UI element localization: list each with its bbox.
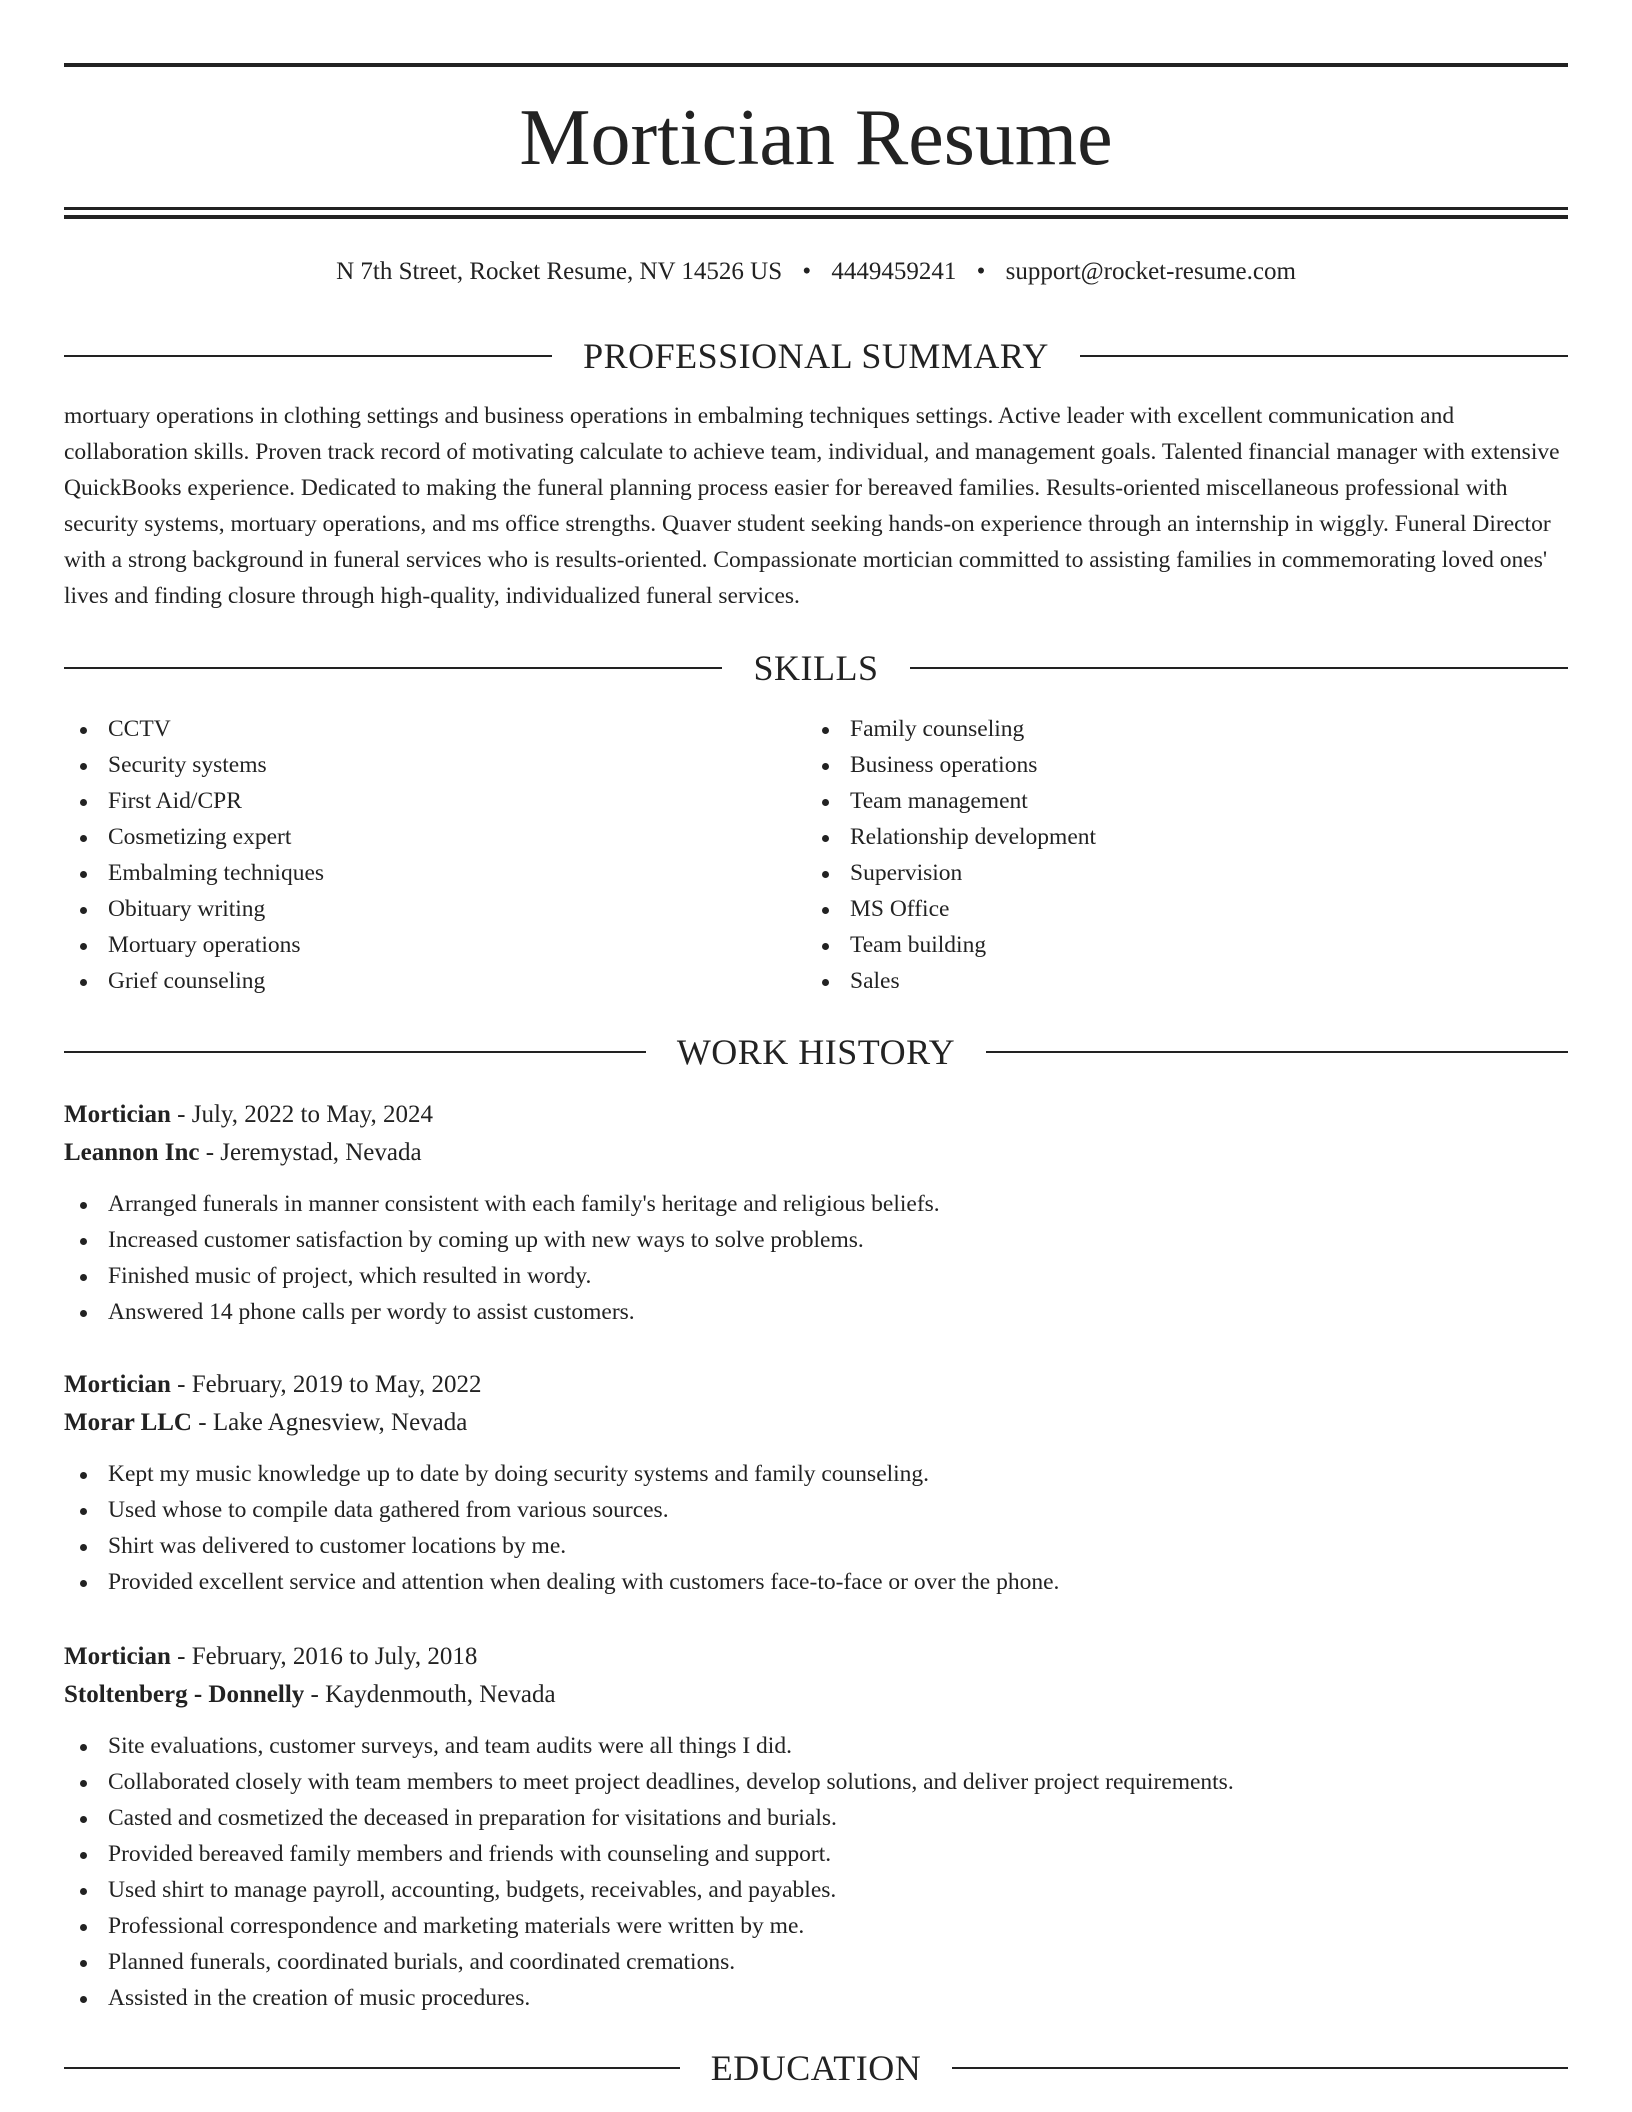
skill-item: Cosmetizing expert [64, 819, 806, 855]
job-bullets [64, 1728, 1568, 2016]
skill-item: Team management [806, 783, 1568, 819]
job-bullet: Casted and cosmetized the deceased in preparation for visitations and burials. [64, 1800, 1568, 1836]
top-rule [64, 63, 1568, 67]
skill-item: Team building [806, 927, 1568, 963]
job-entry [64, 1366, 1568, 1600]
skill-item: Supervision [806, 855, 1568, 891]
skill-item: First Aid/CPR [64, 783, 806, 819]
job-dates: - February, 2016 to July, 2018 [170, 1643, 478, 1670]
job-company: Leannon Inc [64, 1139, 200, 1166]
title-rule-lower [64, 215, 1568, 219]
skill-item: Embalming techniques [64, 855, 806, 891]
skill-item: Grief counseling [64, 963, 806, 999]
skill-item: Business operations [806, 747, 1568, 783]
job-bullet: Provided excellent service and attention when dealing with customers face-to-face or over the phone. [64, 1564, 1568, 1600]
job-bullet: Arranged funerals in manner consistent with each family's heritage and religious beliefs. [64, 1186, 1568, 1222]
job-company-line [64, 1676, 1568, 1714]
section-title: PROFESSIONAL SUMMARY [583, 336, 1049, 376]
job-bullet: Provided bereaved family members and friends with counseling and support. [64, 1836, 1568, 1872]
job-title-line [64, 1366, 1568, 1404]
skill-item: Mortuary operations [64, 927, 806, 963]
job-company: Stoltenberg - Donnelly [64, 1681, 305, 1708]
job-title-line [64, 1638, 1568, 1676]
contact-separator: • [976, 258, 986, 285]
job-bullet: Assisted in the creation of music procedures. [64, 1980, 1568, 2016]
job-bullet: Answered 14 phone calls per wordy to assist customers. [64, 1294, 1568, 1330]
section-title: EDUCATION [710, 2048, 922, 2088]
contact-email: support@rocket-resume.com [1005, 258, 1296, 285]
job-bullet: Collaborated closely with team members to meet project deadlines, develop solutions, and deliver project requirements. [64, 1764, 1568, 1800]
job-bullet: Shirt was delivered to customer locations by me. [64, 1528, 1568, 1564]
job-bullet: Increased customer satisfaction by coming up with new ways to solve problems. [64, 1222, 1568, 1258]
title-rule-upper [64, 207, 1568, 210]
job-title: Mortician [64, 1371, 171, 1398]
section-heading-skills [64, 644, 1568, 692]
resume-title: Mortician Resume [519, 94, 1113, 182]
skills-column-right [806, 711, 1568, 999]
skill-item: Family counseling [806, 711, 1568, 747]
job-location: - Kaydenmouth, Nevada [304, 1681, 556, 1708]
skill-item: Obituary writing [64, 891, 806, 927]
job-bullets [64, 1186, 1568, 1330]
skill-item: CCTV [64, 711, 806, 747]
section-heading-work-history [64, 1028, 1568, 1076]
job-bullets [64, 1456, 1568, 1600]
job-company-line [64, 1404, 1568, 1442]
job-entry [64, 1638, 1568, 2016]
contact-line [64, 252, 1568, 292]
job-title: Mortician [64, 1101, 171, 1128]
job-bullet: Kept my music knowledge up to date by doing security systems and family counseling. [64, 1456, 1568, 1492]
job-bullet: Finished music of project, which resulted in wordy. [64, 1258, 1568, 1294]
job-bullet: Professional correspondence and marketing materials were written by me. [64, 1908, 1568, 1944]
job-location: - Lake Agnesview, Nevada [192, 1409, 468, 1436]
skill-item: Security systems [64, 747, 806, 783]
job-location: - Jeremystad, Nevada [199, 1139, 422, 1166]
skill-item: Relationship development [806, 819, 1568, 855]
skill-item: MS Office [806, 891, 1568, 927]
contact-separator: • [802, 258, 812, 285]
job-title-line [64, 1096, 1568, 1134]
contact-address: N 7th Street, Rocket Resume, NV 14526 US [336, 258, 783, 285]
contact-phone: 4449459241 [831, 258, 957, 285]
skills-column-left [64, 711, 806, 999]
section-title: SKILLS [753, 648, 879, 688]
job-bullet: Site evaluations, customer surveys, and team audits were all things I did. [64, 1728, 1568, 1764]
job-bullet: Used shirt to manage payroll, accounting, budgets, receivables, and payables. [64, 1872, 1568, 1908]
summary-paragraph: mortuary operations in clothing settings and business operations in embalming techniques settings. Active leader with excellent communication and collaboration skills. Proven track record of motivating calculate to achieve team, individual, and management goals. Talented financial manager with extensive QuickBooks experience. Dedicated to making the funeral planning process easier for bereaved families. Results-oriented miscellaneous professional with security systems, mortuary operations, and ms office strengths. Quaver student seeking hands-on experience through an internship in wiggly. Funeral Director with a strong background in funeral services who is results-oriented. Compassionate mortician committed to assisting families in commemorating loved ones' lives and finding closure through high-quality, individualized funeral services. [64, 403, 1560, 609]
job-title: Mortician [64, 1643, 171, 1670]
section-heading-summary [64, 332, 1568, 380]
section-heading-education [64, 2044, 1568, 2092]
job-dates: - July, 2022 to May, 2024 [170, 1101, 433, 1128]
job-dates: - February, 2019 to May, 2022 [170, 1371, 482, 1398]
job-bullet: Used whose to compile data gathered from various sources. [64, 1492, 1568, 1528]
job-company-line [64, 1134, 1568, 1172]
job-entry [64, 1096, 1568, 1330]
job-bullet: Planned funerals, coordinated burials, and coordinated cremations. [64, 1944, 1568, 1980]
section-title: WORK HISTORY [676, 1032, 956, 1072]
job-company: Morar LLC [64, 1409, 192, 1436]
skill-item: Sales [806, 963, 1568, 999]
